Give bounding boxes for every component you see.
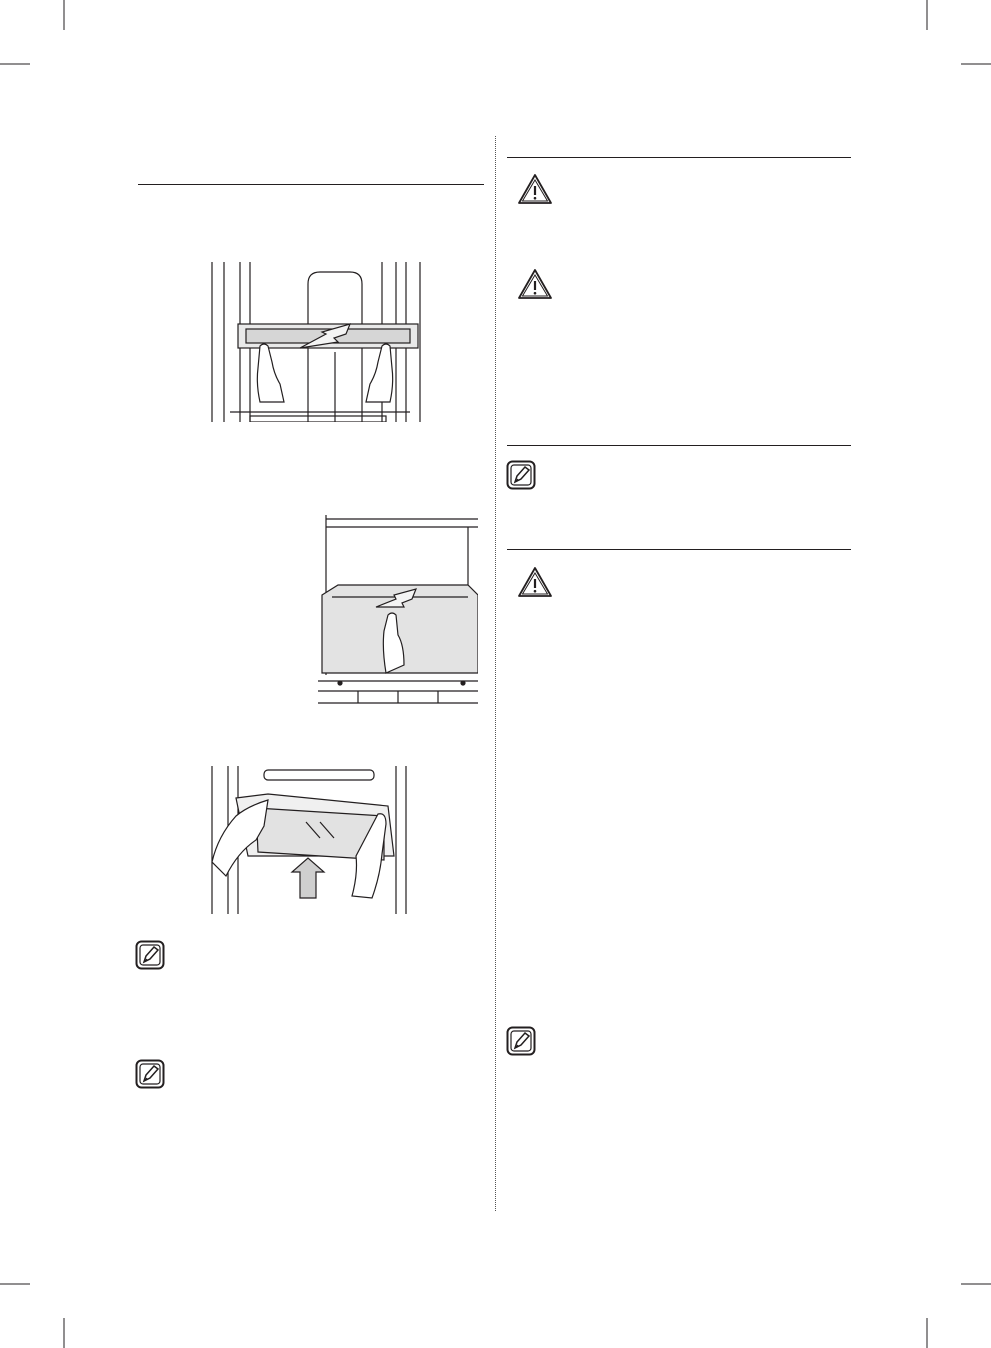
note-icon [135, 940, 165, 970]
warning-icon [517, 268, 553, 300]
note-icon [135, 1059, 165, 1089]
note-icon [506, 460, 536, 490]
section-rule-right-1 [507, 157, 851, 158]
section-rule-right-3 [507, 549, 851, 550]
warning-icon [517, 566, 553, 598]
section-rule-left [138, 184, 484, 185]
section-rule-right-2 [507, 445, 851, 446]
warning-icon [517, 173, 553, 205]
shelf-removal-illustration [210, 262, 422, 422]
door-bin-removal-illustration [208, 766, 416, 914]
drawer-removal-illustration [318, 515, 478, 705]
column-divider [495, 136, 496, 1211]
note-icon [506, 1026, 536, 1056]
